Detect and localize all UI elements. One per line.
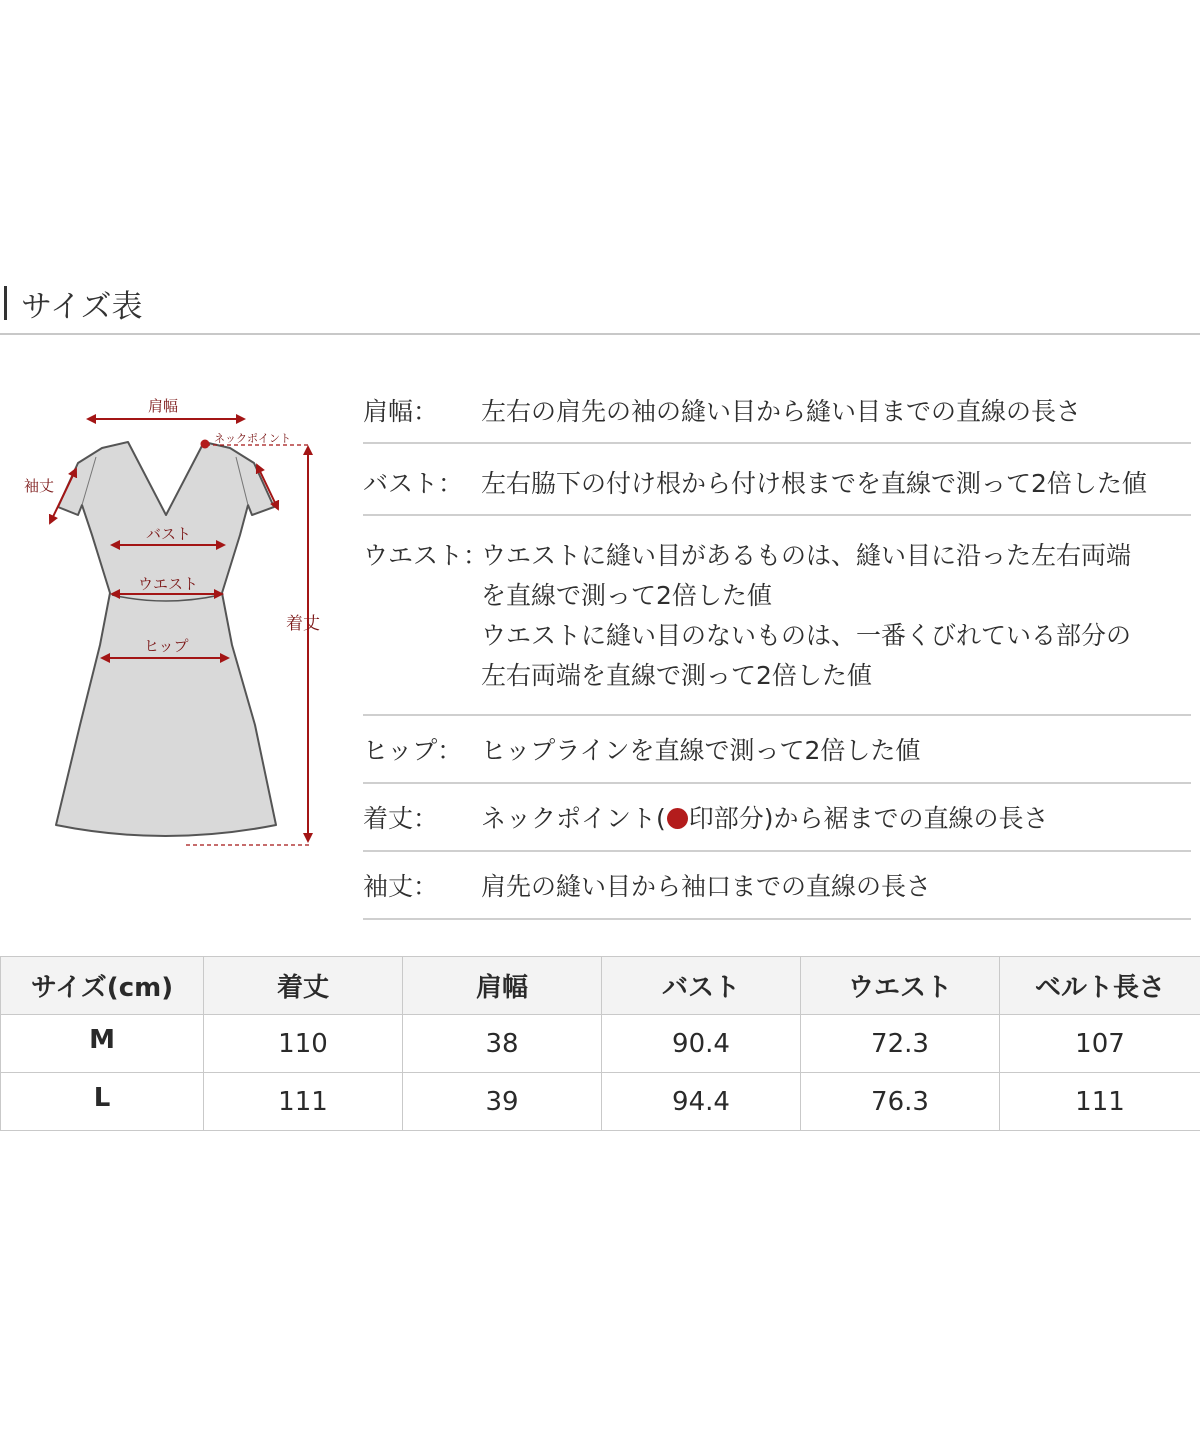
neck-point-dot (201, 440, 210, 449)
table-header-row (1, 957, 1200, 1015)
column-header: 着丈 (204, 957, 403, 1015)
table-cell: 76.3 (801, 1073, 1000, 1131)
size-label: L (1, 1073, 204, 1131)
garment-diagram (0, 385, 340, 865)
definition-line: ウエストに縫い目のないものは、一番くびれている部分の (481, 621, 1132, 650)
definition-text-post: 印部分)から裾までの直線の長さ (688, 804, 1049, 833)
label-hip: ヒップ (144, 637, 189, 655)
table-cell: 90.4 (602, 1015, 801, 1073)
table-cell: 110 (204, 1015, 403, 1073)
column-header: ベルト長さ (1000, 957, 1200, 1015)
measurement-definitions (363, 383, 1191, 920)
label-sleeve: 袖丈 (24, 477, 55, 495)
title-divider (0, 333, 1200, 335)
definition-term: ヒップ： (363, 736, 463, 765)
column-header: サイズ(cm) (1, 957, 204, 1015)
title-accent-bar (4, 286, 7, 320)
definition-row (363, 444, 1191, 516)
definition-description (481, 731, 1191, 771)
definition-term: 着丈： (363, 804, 439, 833)
size-table (0, 956, 1200, 1131)
label-neckpoint: ネックポイント (214, 432, 291, 445)
definition-row (363, 383, 1191, 444)
table-cell: 111 (204, 1073, 403, 1131)
label-waist: ウエスト (138, 575, 199, 593)
definition-line: を直線で測って2倍した値 (481, 581, 772, 610)
definition-row (363, 852, 1191, 920)
table-cell: 107 (1000, 1015, 1200, 1073)
column-header: バスト (602, 957, 801, 1015)
column-header: 肩幅 (403, 957, 602, 1015)
label-length: 着丈 (286, 614, 320, 634)
table-cell: 39 (403, 1073, 602, 1131)
page-title-text: サイズ表 (21, 288, 143, 325)
definition-term: ウエスト： (363, 541, 489, 570)
table-cell: 38 (403, 1015, 602, 1073)
table-row (1, 1015, 1200, 1073)
definition-term: 袖丈： (363, 872, 439, 901)
definition-line: 肩先の縫い目から袖口までの直線の長さ (481, 872, 932, 901)
page-title (4, 283, 143, 323)
table-cell: 111 (1000, 1073, 1200, 1131)
definition-description (481, 536, 1191, 696)
definition-term: 肩幅： (363, 397, 439, 426)
definition-description (481, 392, 1191, 432)
definition-line: ウエストに縫い目があるものは、縫い目に沿った左右両端 (481, 541, 1132, 570)
definition-row (363, 516, 1191, 716)
definition-row (363, 784, 1191, 852)
label-bust: バスト (146, 525, 192, 543)
definition-description (481, 867, 1191, 907)
definition-description (481, 464, 1191, 504)
column-header: ウエスト (801, 957, 1000, 1015)
table-cell: 94.4 (602, 1073, 801, 1131)
table-row (1, 1073, 1200, 1131)
definition-description (481, 799, 1191, 839)
size-label: M (1, 1015, 204, 1073)
definition-line: 左右の肩先の袖の縫い目から縫い目までの直線の長さ (481, 397, 1082, 426)
definition-term: バスト： (363, 469, 464, 498)
neck-point-dot-icon (667, 808, 688, 829)
definition-line: ヒップラインを直線で測って2倍した値 (481, 736, 921, 765)
definition-text-pre: ネックポイント( (481, 804, 666, 833)
label-shoulder: 肩幅 (148, 397, 179, 415)
definition-line: 左右両端を直線で測って2倍した値 (481, 661, 872, 690)
definition-line: 左右脇下の付け根から付け根までを直線で測って2倍した値 (481, 469, 1147, 498)
table-cell: 72.3 (801, 1015, 1000, 1073)
definition-row (363, 716, 1191, 784)
